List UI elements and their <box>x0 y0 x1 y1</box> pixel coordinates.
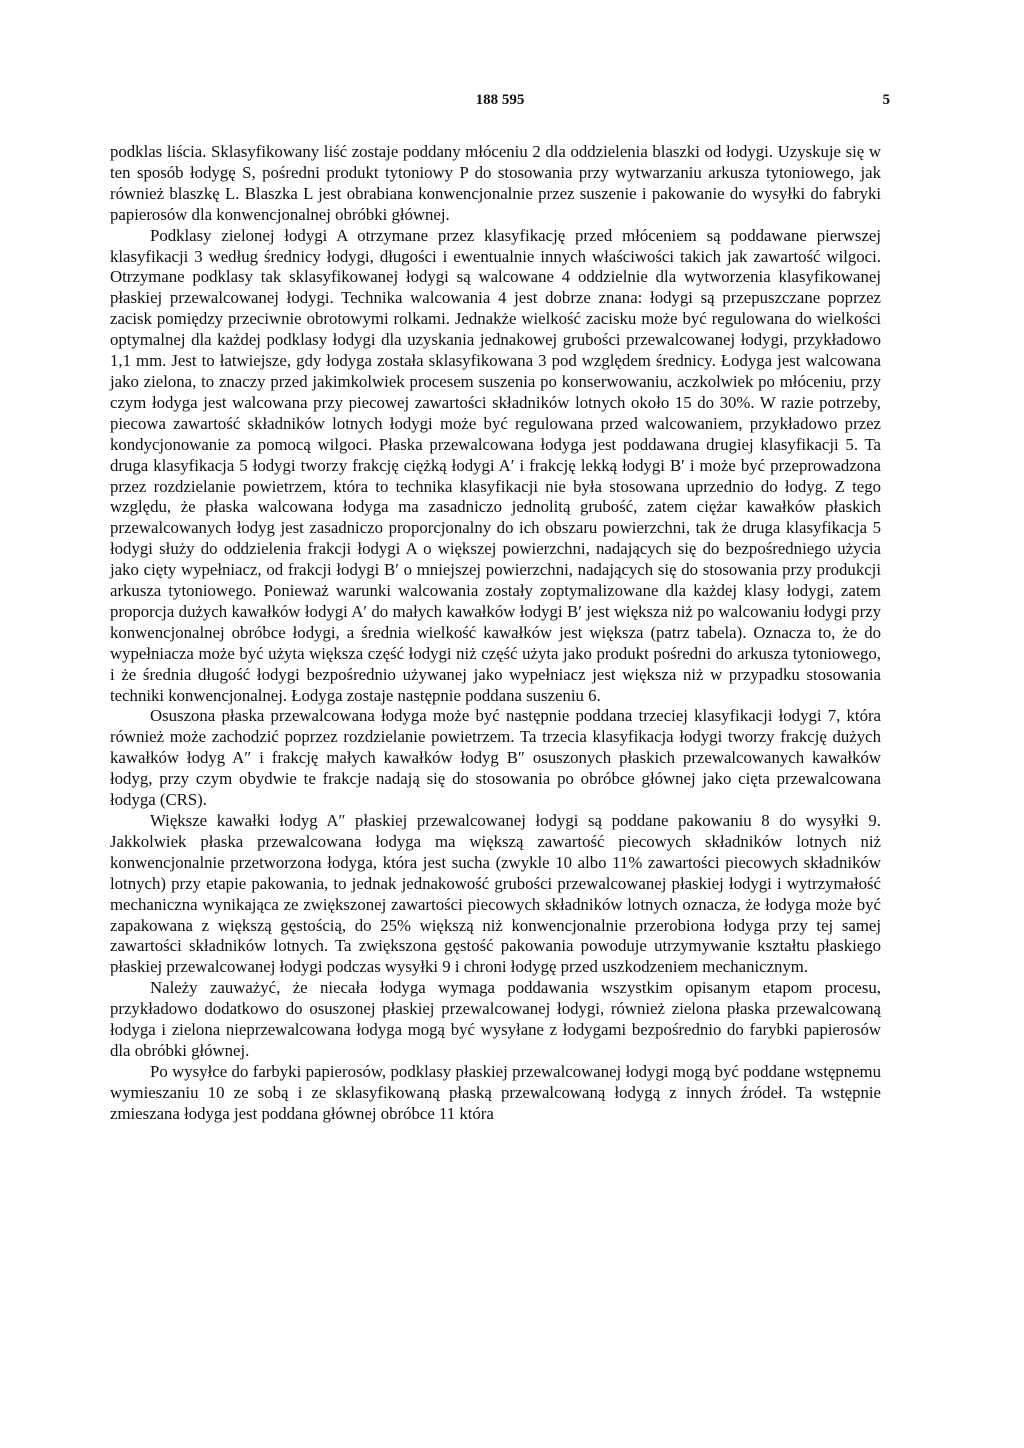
paragraph: Osuszona płaska przewalcowana łodyga może być następnie poddana trzeciej klasyfikacji łodygi 7, która również może zachodzić poprzez rozdzielanie powietrzem. Ta trzecia klasyfikacja łodygi tworzy frakcję dużych kawałków łodyg A″ i frakcję małych kawałków łodyg B″ osuszonych płaskich przewalcowanych kawałków łodyg, przy czym obydwie te frakcje nadają się do stosowania po obróbce głównej jako cięta przewalcowana łodyga (CRS). <box>110 706 881 810</box>
paragraph: Należy zauważyć, że niecała łodyga wymaga poddawania wszystkim opisanym etapom procesu, przykładowo dodatkowo do osuszonej płaskiej przewalcowanej łodygi, również zielona płaska przewalcowaną łodyga i zielona nieprzewalcowana łodyga mogą być wysyłane z łodygami bezpośrednio do farybki papierosów dla obróbki głównej. <box>110 978 881 1060</box>
paragraph: Po wysyłce do farbyki papierosów, podklasy płaskiej przewalcowanej łodygi mogą być poddane wstępnemu wymieszaniu 10 ze sobą i ze sklasyfikowaną płaską przewalcowaną łodygą z innych źródeł. Ta wstępnie zmieszana łodyga jest poddana głównej obróbce 11 która <box>110 1061 881 1123</box>
page-header <box>110 92 890 116</box>
paragraph: Większe kawałki łodyg A″ płaskiej przewalcowanej łodygi są poddane pakowaniu 8 do wysyłki 9. Jakkolwiek płaska przewalcowana łodyga ma większą zawartość piecowych składników lotnych niż konwencjonalnie przetworzona łodyga, która jest sucha (zwykle 10 albo 11% zawartości piecowych składników lotnych) przy etapie pakowania, to jednak jednakowość grubości przewalcowanej płaskiej łodygi i wytrzymałość mechaniczna wynikająca ze zwiększonej zawartości piecowych składników lotnych oznacza, że łodyga może być zapakowana z większą gęstością, do 25% większą niż konwencjonalnie przerobiona łodyga przy tej samej zawartości składników lotnych. Ta zwiększona gęstość pakowania powoduje utrzymywanie kształtu płaskiego płaskiej przewalcowanej łodygi podczas wysyłki 9 i chroni łodygę przed uszkodzeniem mechanicznym. <box>110 811 881 977</box>
paragraph: podklas liścia. Sklasyfikowany liść zostaje poddany młóceniu 2 dla oddzielenia blaszki od łodygi. Uzyskuje się w ten sposób łodygę S, pośredni produkt tytoniowy P do stosowania przy wytwarzaniu arkusza tytoniowego, jak również blaszkę L. Blaszka L jest obrabiana konwencjonalnie przez suszenie i pakowanie do wysyłki do fabryki papierosów dla konwencjonalnej obróbki głównej. <box>110 142 881 224</box>
document-number: 188 595 <box>475 92 525 108</box>
page-number: 5 <box>882 92 890 108</box>
paragraph: Podklasy zielonej łodygi A otrzymane przez klasyfikację przed młóceniem są poddawane pierwszej klasyfikacji 3 według średnicy łodygi, długości i ewentualnie innych właściwości takich jak zawartość wilgoci. Otrzymane podklasy tak sklasyfikowanej łodygi są walcowane 4 oddzielnie dla wytworzenia klasyfikowanej płaskiej przewalcowanej łodygi. Technika walcowania 4 jest dobrze znana: łodygi są przepuszczane poprzez zacisk pomiędzy przeciwnie obrotowymi rolkami. Jednakże wielkość zacisku może być regulowana do wielkości optymalnej dla każdej podklasy łodygi dla uzyskania jednakowej grubości przewalcowanej łodygi, przykładowo 1,1 mm. Jest to łatwiejsze, gdy łodyga została sklasyfikowana 3 pod względem średnicy. Łodyga jest walcowana jako zielona, to znaczy przed jakimkolwiek procesem suszenia po konserwowaniu, aczkolwiek po młóceniu, przy czym łodyga jest walcowana przy piecowej zawartości składników lotnych około 15 do 30%. W razie potrzeby, piecowa zawartość składników lotnych łodygi może być regulowana przed walcowaniem, przykładowo przez kondycjonowanie za pomocą wilgoci. Płaska przewalcowana łodyga jest poddawana drugiej klasyfikacji 5. Ta druga klasyfikacja 5 łodygi tworzy frakcję ciężką łodygi A′ i frakcję lekką łodygi B′ i może być przeprowadzona przez rozdzielanie powietrzem, która to technika klasyfikacji nie była stosowana uprzednio do łodyg. Z tego względu, że płaska walcowana łodyga ma zasadniczo jednolitą grubość, zatem ciężar kawałków płaskich przewalcowanych łodyg jest zasadniczo proporcjonalny do ich obszaru powierzchni, tak że druga klasyfikacja 5 łodygi służy do oddzielenia frakcji łodygi A o większej powierzchni, nadających się do bezpośredniego użycia jako cięty wypełniacz, od frakcji łodygi B′ o mniejszej powierzchni, nadających się do stosowania przy produkcji arkusza tytoniowego. Ponieważ warunki walcowania zostały zoptymalizowane dla każdej klasy łodygi, zatem proporcja dużych kawałków łodygi A′ do małych kawałków łodygi B′ jest większa niż po walcowaniu łodygi przy konwencjonalnej obróbce łodygi, a średnia wielkość kawałków jest większa (patrz tabela). Oznacza to, że do wypełniacza może być użyta większa część łodygi niż część użyta jako produkt pośredni do arkusza tytoniowego, i że średnia długość łodygi bezpośrednio używanej jako wypełniacz jest większa niż w przypadku stosowania techniki konwencjonalnej. Łodyga zostaje następnie poddana suszeniu 6. <box>110 225 881 705</box>
body-text <box>110 142 881 1125</box>
